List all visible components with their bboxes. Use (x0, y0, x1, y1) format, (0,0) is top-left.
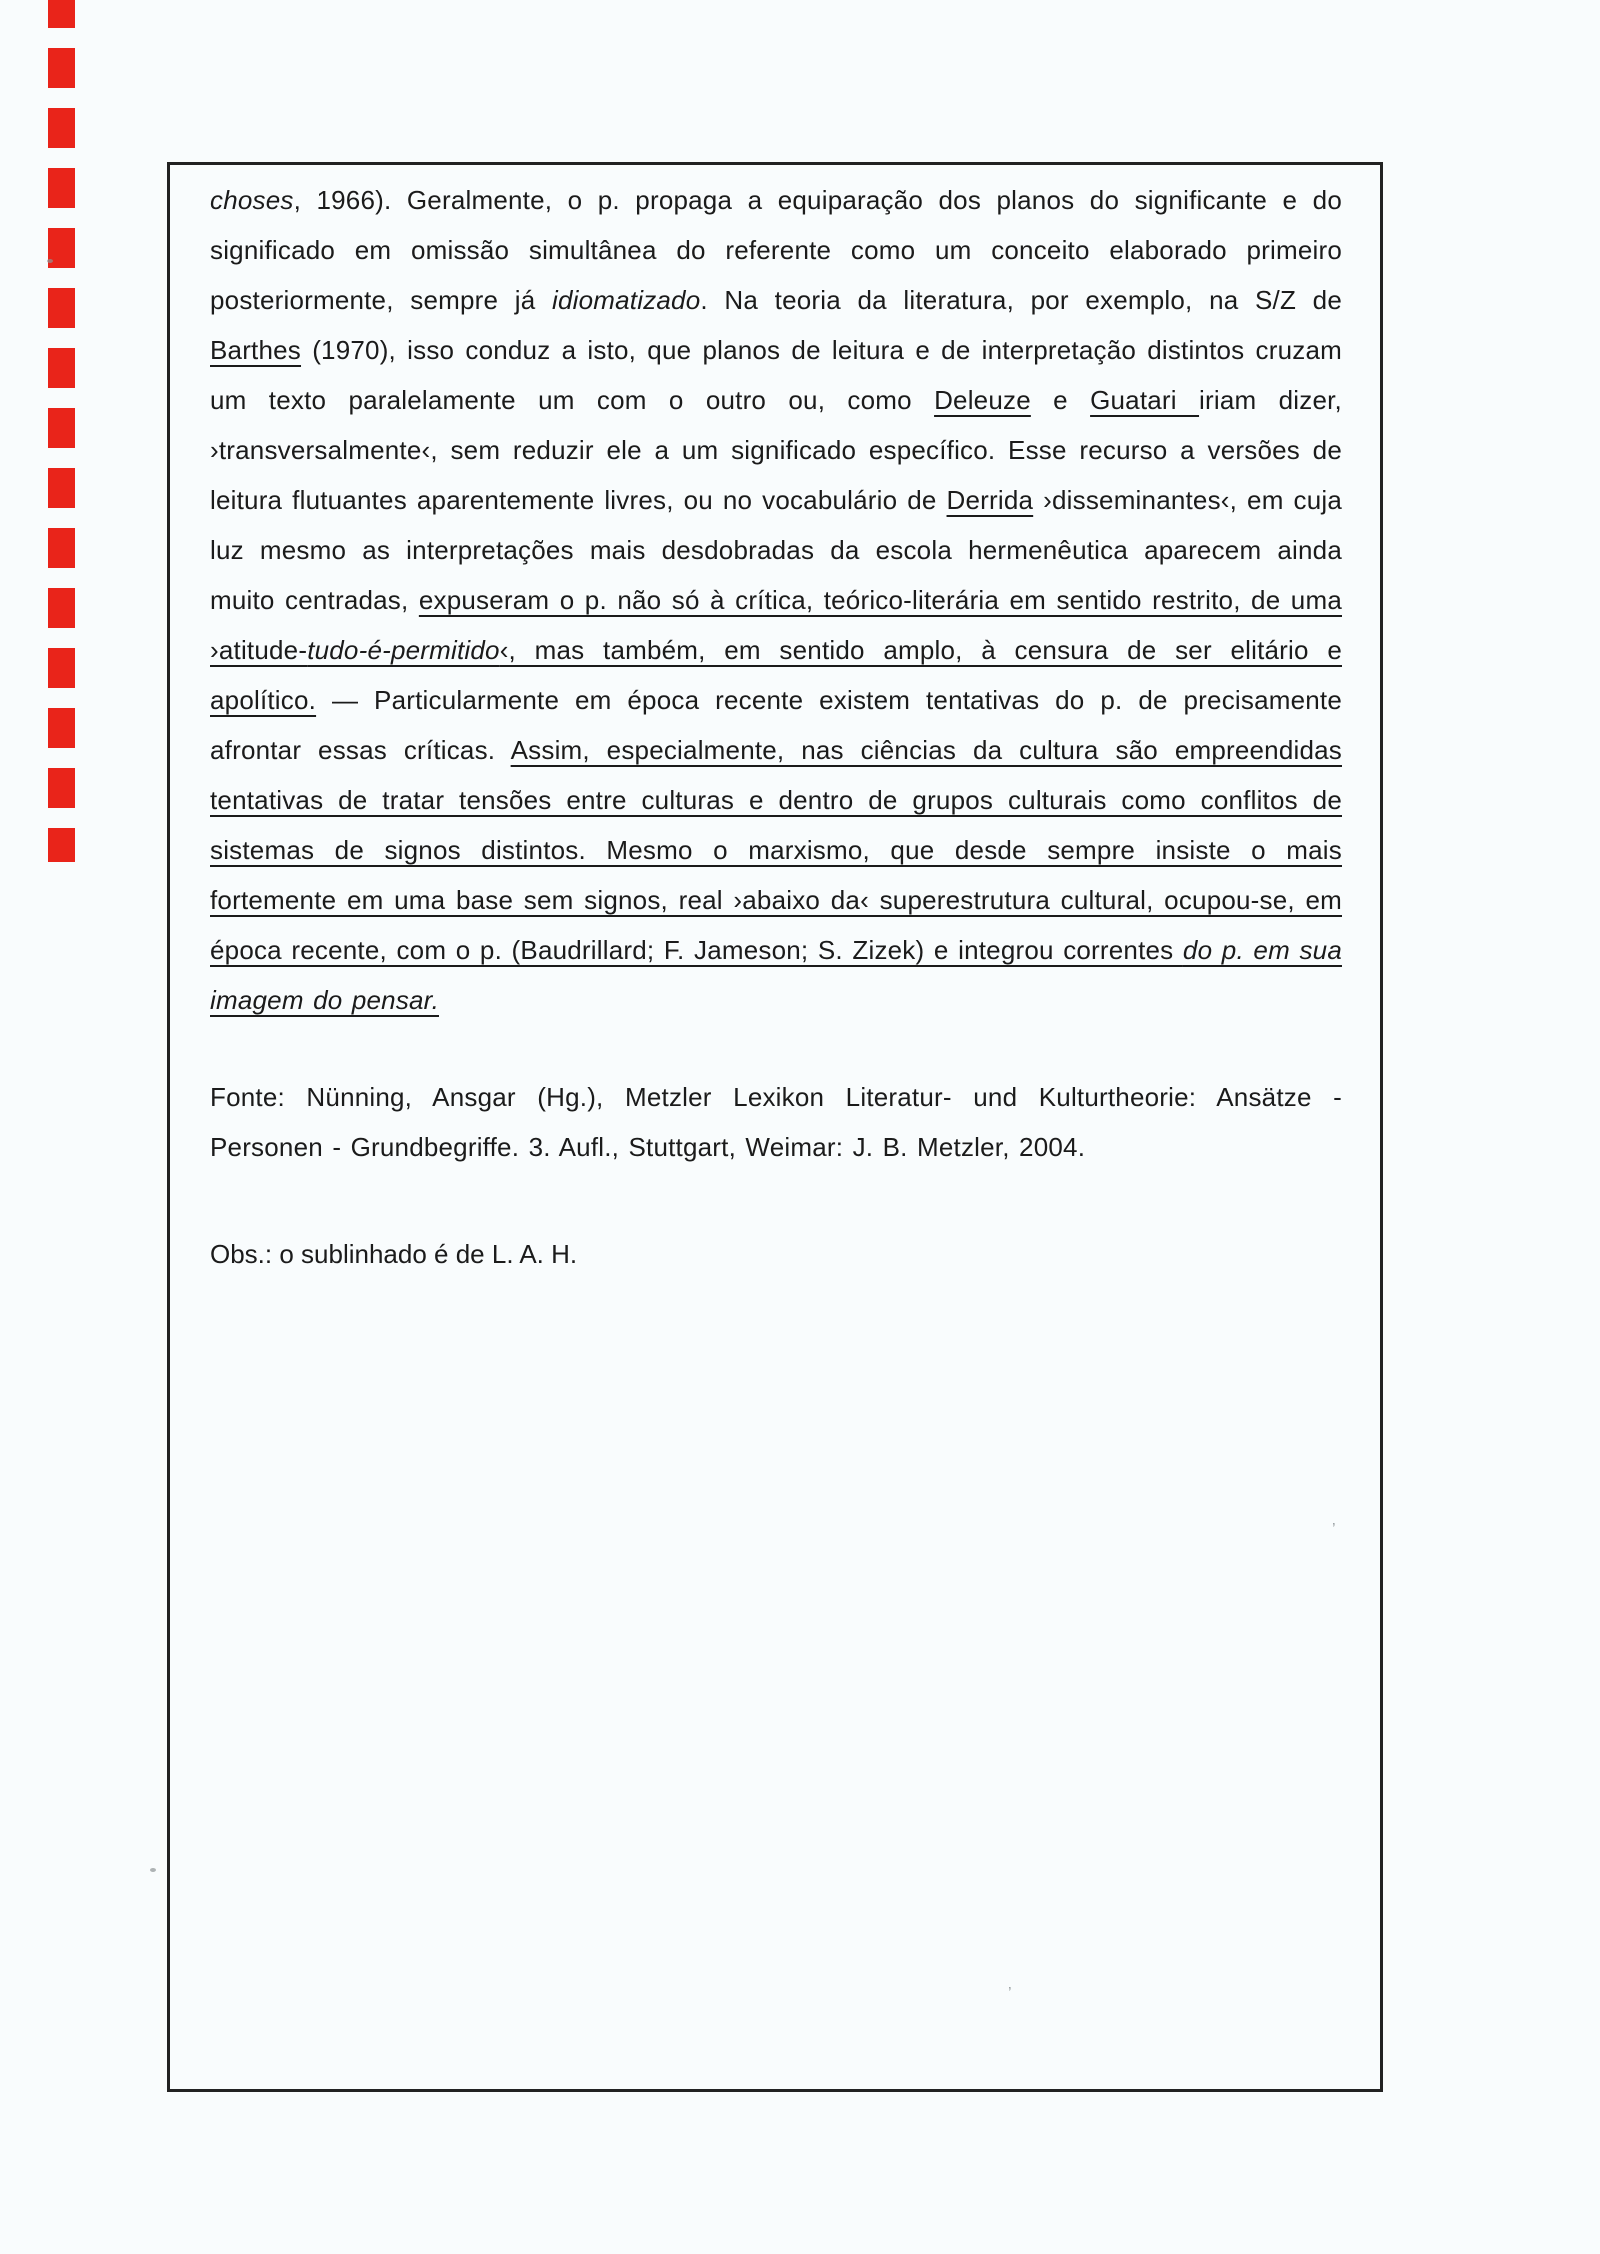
text-segment: . Na teoria da literatura, por exemplo, na S/Z de (700, 285, 1342, 315)
text-segment: idiomatizado (552, 285, 701, 315)
text-segment: iriam dizer, ›transversalmente‹, sem reduzir ele a um significado específico. Esse recurso a versões de leitura flutuantes aparentemente livres, ou no vocabulário de (210, 385, 1342, 515)
text-segment: choses (210, 185, 294, 215)
text-segment: Guatari (1090, 385, 1200, 415)
text-segment: ‹, mas também, em sentido amplo, à censura de ser elitário e apolítico. (210, 635, 1342, 715)
text-frame-border (167, 162, 1383, 2092)
text-segment: — Particularmente em época recente existem tentativas do p. de precisamente afrontar essas críticas. (210, 685, 1342, 765)
text-segment: , 1966). Geralmente, o p. propaga a equiparação dos planos do significante e do significado em omissão simultânea do referente como um conceito elaborado primeiro posteriormente, sempre já (210, 185, 1342, 315)
text-segment: Deleuze (934, 385, 1031, 415)
scan-artifact-quote: ’ (1008, 1985, 1012, 2002)
source-citation: Fonte: Nünning, Ansgar (Hg.), Metzler Lexikon Literatur- und Kulturtheorie: Ansätze - Personen - Grundbegriffe. 3. Aufl., Stuttgart, Weimar: J. B. Metzler, 2004. (210, 1082, 1342, 1162)
text-segment: Assim, especialmente, nas ciências da cultura são empreendidas tentativas de tratar tensões entre culturas e dentro de grupos culturais como conflitos de sistemas de signos distintos. Mesmo o marxismo, que desde sempre insiste o mais fortemente em uma base sem signos, real ›abaixo da‹ superestrutura cultural, ocupou-se, em época recente, com o p. (Baudrillard; F. Jameson; S. Zizek) e integrou correntes (210, 735, 1342, 965)
body-paragraph (210, 175, 1342, 1025)
scan-artifact-quote: ’ (1332, 1521, 1336, 1538)
text-segment: expuseram o p. não só à crítica, teórico-literária em sentido restrito, de uma ›atitude- (210, 585, 1342, 665)
underline-note: Obs.: o sublinhado é de L. A. H. (210, 1239, 578, 1269)
red-margin-marks (48, 0, 75, 862)
text-frame-content (210, 175, 1342, 1279)
text-segment: do p. em sua imagem do pensar. (210, 935, 1342, 1015)
scan-speck (150, 1868, 156, 1872)
scan-speck (47, 259, 53, 263)
text-segment: (1970), isso conduz a isto, que planos de leitura e de interpretação distintos cruzam um texto paralelamente um com o outro ou, como (210, 335, 1342, 415)
text-segment: e (1030, 385, 1091, 415)
text-segment: ›disseminantes‹, em cuja luz mesmo as interpretações mais desdobradas da escola hermenêutica aparecem ainda muito centradas, (210, 485, 1342, 615)
text-segment: Derrida (946, 485, 1034, 515)
text-segment: tudo-é-permitido (307, 635, 500, 665)
text-segment: Barthes (210, 335, 302, 365)
